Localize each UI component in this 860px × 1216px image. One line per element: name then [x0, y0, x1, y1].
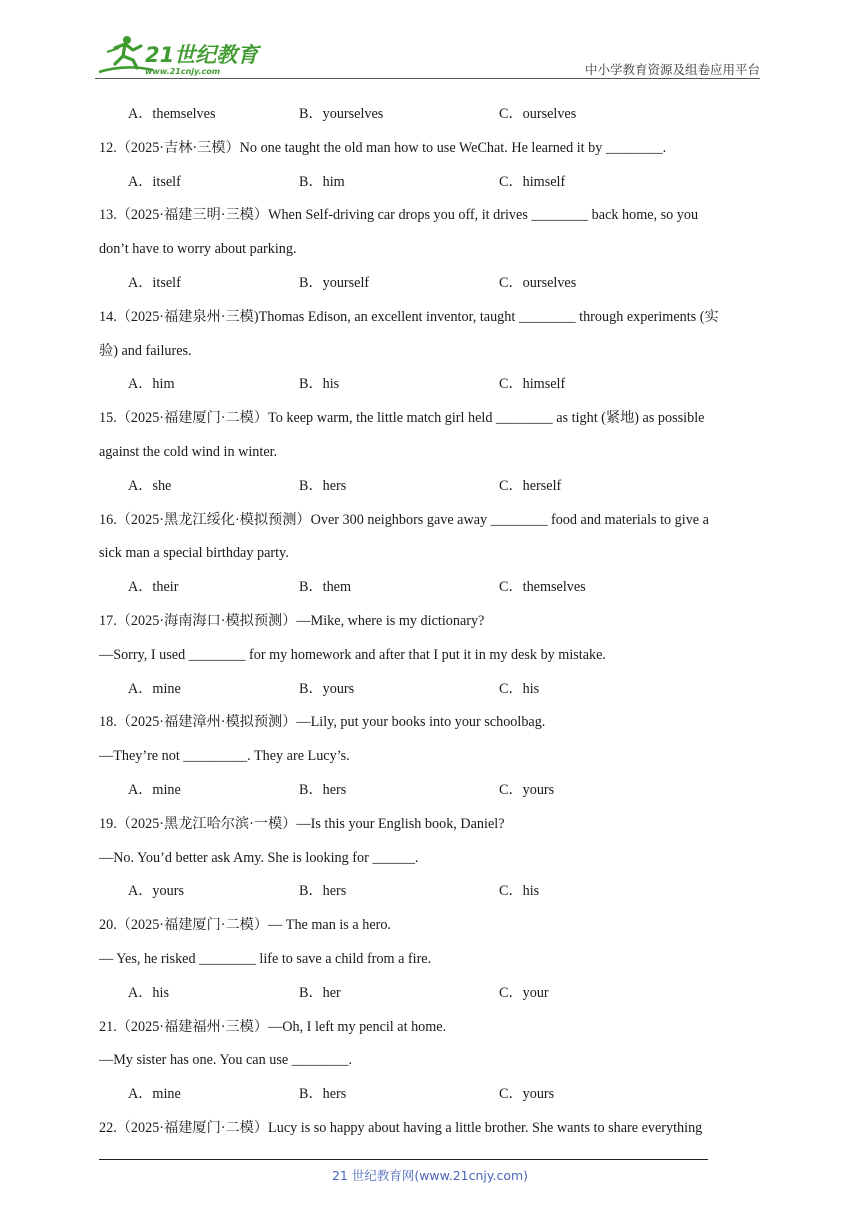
option-c: C．yours — [499, 1086, 555, 1103]
platform-title: 中小学教育资源及组卷应用平台 — [584, 62, 760, 77]
answer-options — [99, 1078, 764, 1112]
question-list — [99, 98, 764, 1146]
page-header — [95, 30, 760, 78]
question-text: —Sorry, I used ________ for my homework and after that I put it in my desk by mistake. — [99, 646, 606, 663]
header-divider — [95, 78, 760, 79]
option-a: A．yours — [128, 883, 184, 900]
answer-options — [99, 571, 764, 605]
question-text: —My sister has one. You can use ________. — [99, 1052, 352, 1069]
question-text: 12.（2025·吉林·三模）No one taught the old man how to use WeChat. He learned it by ________. — [99, 139, 667, 156]
option-b: B．his — [299, 376, 340, 393]
option-c: C．his — [499, 680, 540, 697]
option-c: C．themselves — [499, 579, 586, 596]
question-text: 22.（2025·福建厦门·二模）Lucy is so happy about having a little brother. She wants to share everything — [99, 1119, 703, 1136]
option-c: C．yours — [499, 781, 555, 798]
option-c: C．ourselves — [499, 106, 577, 122]
option-c: C．his — [499, 883, 540, 900]
question-text: —They’re not _________. They are Lucy’s. — [99, 748, 350, 765]
question-text: 19.（2025·黑龙江哈尔滨·一模）—Is this your English book, Daniel? — [99, 815, 505, 832]
option-a: A．their — [128, 579, 179, 596]
question-text: 16.（2025·黑龙江绥化·模拟预测）Over 300 neighbors gave away ________ food and materials to give a — [99, 511, 709, 528]
option-c: C．your — [499, 984, 549, 1001]
option-c: C．ourselves — [499, 274, 577, 291]
option-b: B．hers — [299, 477, 347, 494]
question-text: 17.（2025·海南海口·模拟预测）—Mike, where is my dictionary? — [99, 612, 485, 629]
answer-options — [99, 875, 764, 909]
option-c: C．himself — [499, 173, 566, 190]
option-b: B．hers — [299, 1086, 347, 1103]
option-a: A．itself — [128, 274, 181, 291]
option-a: A．mine — [128, 781, 181, 798]
footer-divider — [99, 1159, 708, 1160]
question-text: 21.（2025·福建福州·三模）—Oh, I left my pencil at home. — [99, 1018, 447, 1035]
option-c: C．herself — [499, 477, 562, 494]
question-text: 13.（2025·福建三明·三模）When Self-driving car drops you off, it drives ________ back home, so you — [99, 207, 699, 224]
question-text: 14.（2025·福建泉州·三模)Thomas Edison, an excellent inventor, taught ________ through experiments (实 — [99, 308, 719, 325]
option-a: A．his — [128, 984, 169, 1001]
option-b: B．her — [299, 984, 341, 1001]
option-b: B．them — [299, 579, 352, 596]
question-text: 20.（2025·福建厦门·二模）— The man is a hero. — [99, 917, 391, 934]
option-a: A．mine — [128, 680, 181, 697]
option-b: B．hers — [299, 883, 347, 900]
site-logo — [95, 34, 265, 78]
option-b: B．him — [299, 173, 345, 190]
answer-options — [99, 774, 764, 808]
answer-options — [99, 166, 764, 200]
option-b: B．hers — [299, 781, 347, 798]
question-text: 18.（2025·福建漳州·模拟预测）—Lily, put your books into your schoolbag. — [99, 714, 546, 731]
footer-text: 21 世纪教育网(www.21cnjy.com) — [331, 1168, 529, 1183]
answer-options — [99, 673, 764, 707]
answer-options — [99, 98, 764, 132]
question-text: sick man a special birthday party. — [99, 545, 289, 562]
answer-options — [99, 368, 764, 402]
answer-options — [99, 267, 764, 301]
option-c: C．himself — [499, 376, 566, 393]
answer-options — [99, 470, 764, 504]
option-b: B．yours — [299, 680, 355, 697]
question-text: don’t have to worry about parking. — [99, 241, 297, 258]
question-text: 验) and failures. — [99, 342, 192, 359]
question-text: 15.（2025·福建厦门·二模）To keep warm, the little match girl held ________ as tight (紧地) as possible — [99, 410, 705, 427]
option-a: A．she — [128, 477, 172, 494]
option-a: A．themselves — [128, 106, 216, 122]
option-b: B．yourselves — [299, 106, 384, 122]
option-b: B．yourself — [299, 274, 370, 291]
option-a: A．mine — [128, 1086, 181, 1103]
logo-text: 21世纪教育 — [145, 43, 259, 67]
option-a: A．him — [128, 376, 175, 393]
logo-url: www.21cnjy.com — [145, 67, 221, 76]
question-text: against the cold wind in winter. — [99, 443, 278, 460]
question-text: — Yes, he risked ________ life to save a child from a fire. — [99, 950, 432, 967]
option-a: A．itself — [128, 173, 181, 190]
question-text: —No. You’d better ask Amy. She is looking for ______. — [99, 849, 419, 866]
answer-options — [99, 977, 764, 1011]
